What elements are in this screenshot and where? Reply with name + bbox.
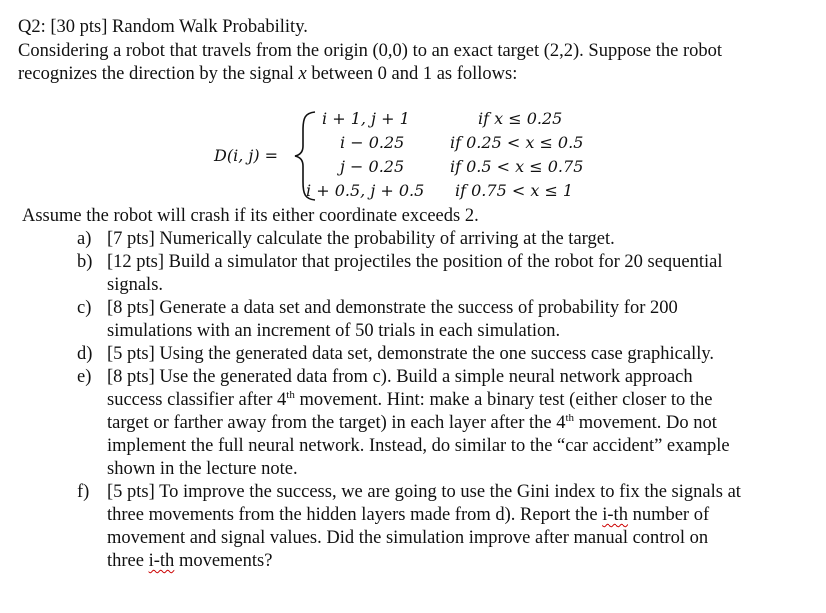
item-a-label: a) [77, 229, 92, 249]
item-d-text: [5 pts] Using the generated data set, demonstrate the one success case graphically. [107, 344, 715, 364]
case-1-cond: if x ≤ 0.25 [478, 109, 563, 128]
item-e-line-1: [8 pts] Use the generated data from c). Build a simple neural network approach [107, 367, 693, 387]
item-f-line-4-start: three [107, 551, 149, 571]
intro-line-2 [18, 63, 517, 85]
item-f-line-4 [107, 550, 807, 573]
case-3-cond: if 0.5 < x ≤ 0.75 [450, 157, 584, 176]
case-4-cond: if 0.75 < x ≤ 1 [455, 181, 574, 200]
question-title: Q2: [30 pts] Random Walk Probability. [18, 17, 308, 37]
assumption-text: Assume the robot will crash if its either coordinate exceeds 2. [22, 206, 479, 226]
case-2-cond: if 0.25 < x ≤ 0.5 [450, 133, 584, 152]
item-e-line-4: implement the full neural network. Instead, do similar to the “car accident” example [107, 436, 730, 456]
item-e-line-3-end: movement. Do not [574, 413, 717, 433]
item-e-line-5: shown in the lecture note. [107, 459, 298, 479]
case-4-expr: i + 0.5, j + 0.5 [306, 181, 425, 200]
item-f-line-3: movement and signal values. Did the simulation improve after manual control on [107, 528, 709, 548]
item-e-line-3 [107, 412, 807, 435]
case-2-expr: i − 0.25 [340, 133, 405, 152]
item-f-line-1: [5 pts] To improve the success, we are going to use the Gini index to fix the signals at [107, 482, 741, 502]
equation-lhs: D(i, j) = [214, 146, 279, 165]
intro-line-1: Considering a robot that travels from the origin (0,0) to an exact target (2,2). Suppose the robot [18, 41, 723, 61]
item-c-label: c) [77, 298, 92, 318]
signal-variable: x [298, 64, 307, 84]
intro-text-start: recognizes the direction by the signal [18, 64, 299, 84]
case-1-expr: i + 1, j + 1 [322, 109, 410, 128]
item-e-line-2 [107, 389, 807, 412]
item-f-line-2-end: number of [627, 505, 710, 525]
item-e-line-2-sup: th [286, 388, 295, 401]
item-e-label: e) [77, 367, 92, 387]
item-f-label: f) [77, 482, 90, 502]
item-f-line-4-end: movements? [174, 551, 273, 571]
item-e-line-2-start: success classifier after 4 [107, 390, 287, 410]
item-a-text: [7 pts] Numerically calculate the probability of arriving at the target. [107, 229, 615, 249]
item-f-line-4-mark: i-th [148, 551, 175, 571]
item-d-label: d) [77, 344, 93, 364]
item-f-line-2-start: three movements from the hidden layers made from d). Report the [107, 505, 603, 525]
item-c-line-2: simulations with an increment of 50 trials in each simulation. [107, 321, 561, 341]
item-b-label: b) [77, 252, 93, 272]
item-b-line-1: [12 pts] Build a simulator that projectiles the position of the robot for 20 sequential [107, 252, 723, 272]
item-f-line-2-mark: i-th [602, 505, 628, 525]
item-e-line-3-start: target or farther away from the target) in each layer after the 4 [107, 413, 566, 433]
intro-text-end: between 0 and 1 as follows: [306, 64, 518, 84]
item-e-line-2-end: movement. Hint: make a binary test (either closer to the [294, 390, 713, 410]
item-e-line-3-sup: th [565, 411, 575, 424]
item-f-line-2 [107, 504, 807, 527]
item-c-line-1: [8 pts] Generate a data set and demonstrate the success of probability for 200 [107, 298, 678, 318]
case-3-expr: j − 0.25 [340, 157, 405, 176]
item-b-line-2: signals. [107, 275, 164, 295]
